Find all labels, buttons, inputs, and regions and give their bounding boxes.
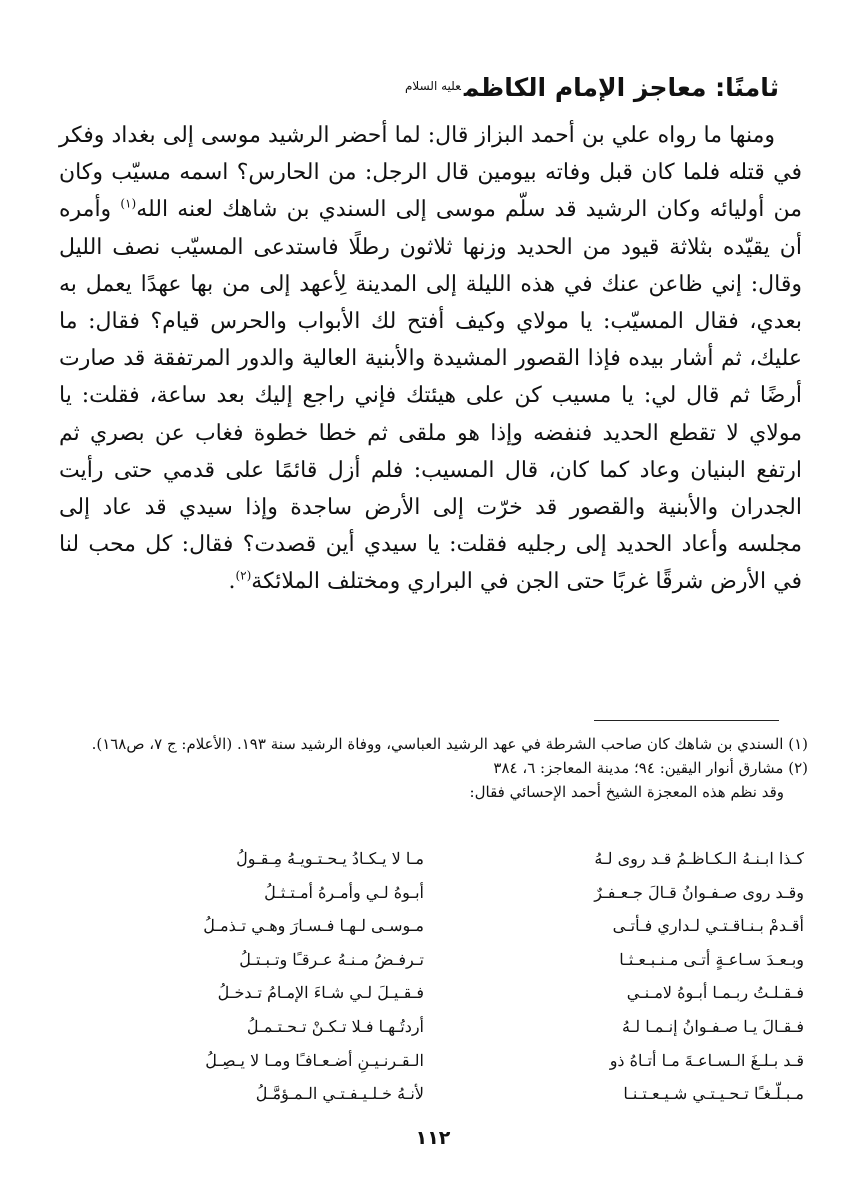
poem-verse: [124, 1077, 804, 1111]
verse-first-hemistich: أقـدمْ بـنـاقـتـي لـداري فـأتـى: [612, 916, 804, 936]
page-number: ١١٢: [415, 1127, 451, 1149]
poem: [124, 842, 804, 1111]
verse-second-hemistich: مـا لا يـكـادُ يـحـتـويـهُ مِـقـولُ: [236, 849, 424, 868]
verse-first-hemistich: وبـعـدَ سـاعـةٍ أتـى مـنـبـعـثـا: [619, 949, 804, 969]
poem-verse: [124, 909, 804, 943]
narration-paragraph: [59, 117, 802, 601]
poem-verse: [124, 1044, 804, 1078]
poem-verse: [124, 1010, 804, 1044]
paragraph-part-2: وأمره أن يقيّده بثلاثة قيود من الحديد وزنها ثلاثون رطلًا فاستدعى المسيّب نصف الليل وقال: إني ظاعن عنك في هذه الليلة إلى المدينة لِأعهد إلى من بها عهدًا يعمل به بعدي، فقال المسيّب: يا مولاي وكيف أفتح لك الأبواب والحرس قيام؟ فقال: ما عليك، ثم أشار بيده فإذا القصور المشيدة والأبنية العالية والدور المرتفقة قد صارت أرضًا ثم قال لي: يا مسيب كن على هيئتك فإني راجع إليك بعد ساعة، فقلت: يا مولاي لا تقطع الحديد فنفضه وإذا هو ملقى ثم خطا خطوة فغاب عن بصري ثم ارتفع البنيان وعاد كما كان، قال المسيب: فلم أزل قائمًا على قدمي حتى رأيت الجدران والأبنية والقصور قد خرّت إلى الأرض ساجدة وإذا سيدي قد عاد إلى مجلسه وأعاد الحديد إلى رجليه فقلت: يا سيدي أين قصدت؟ فقال: كل محب لنا في الأرض شرقًا غربًا حتى الجن في البراري ومختلف الملائكة: [59, 197, 802, 595]
footnote-ref-2[interactable]: (٢): [235, 569, 252, 584]
section-heading: [79, 66, 779, 108]
poem-verse: [124, 943, 804, 977]
verse-first-hemistich: فـقـالَ يـا صـفـوانُ إنـمـا لـهُ: [621, 1016, 804, 1036]
verse-second-hemistich: مـوسـى لـهـا فـسـارَ وهـي تـذمـلُ: [203, 916, 424, 936]
main-paragraph: [59, 117, 802, 601]
verse-second-hemistich: أبـوهُ لـي وأمـرهُ أمـتـثـلُ: [264, 882, 424, 902]
verse-first-hemistich: قـد بـلـغَ الـسـاعـةَ مـا أتـاهُ ذو: [609, 1050, 804, 1070]
verse-second-hemistich: أردتُـهـا فـلا تـكـنْ تـحـتـمـلُ: [246, 1016, 424, 1036]
verse-second-hemistich: لأنـهُ خـلـيـفـتـي الـمـؤمَّـلُ: [255, 1084, 424, 1104]
footnote-2: (٢) مشارق أنوار اليقين: ٩٤؛ مدينة المعاجز: ٦، ٣٨٤: [493, 759, 808, 777]
poem-intro: وقد نظم هذه المعجزة الشيخ أحمد الإحسائي فقال:: [469, 783, 784, 801]
verse-second-hemistich: تـرفـضُ مـنـهُ عـرقـًا وتـبـتـلُ: [239, 949, 424, 969]
poem-verse: [124, 876, 804, 910]
verse-second-hemistich: فـقـيـلَ لـي شـاءَ الإمـامُ تـدخـلُ: [217, 983, 424, 1003]
honorific-symbol: عليه السلام: [405, 79, 461, 93]
verse-first-hemistich: مـبـلّـغـًا تـحـيـتـي شـيـعـتـنـا: [623, 1084, 804, 1104]
verse-first-hemistich: كـذا ابـنـهُ الـكـاظـمُ قـد روى لـهُ: [594, 849, 804, 868]
verse-first-hemistich: فـقـلـتُ ربـمـا أبـوهُ لامـنـي: [626, 983, 804, 1003]
footnotes: [53, 732, 808, 804]
paragraph-part-3: .: [228, 569, 236, 595]
footnote-divider: [594, 720, 779, 721]
footnote-ref-1[interactable]: (١): [120, 197, 137, 212]
footnote-1: (١) السندي بن شاهك كان صاحب الشرطة في عهد الرشيد العباسي، ووفاة الرشيد سنة ١٩٣. (الأعلام: ج ٧، ص١٦٨).: [91, 735, 808, 753]
verse-first-hemistich: وقـد روى صـفـوانُ قـالَ جـعـفـرٌ: [594, 882, 804, 902]
paragraph-part-1: ومنها ما رواه علي بن أحمد البزاز قال: لما أحضر الرشيد موسى إلى بغداد وفكر في قتله فلما كان قبل وفاته بيومين قال الرجل: من الحارس؟ اسمه مسيّب وكان من أوليائه وكان الرشيد قد سلّم موسى إلى السندي بن شاهك لعنه الله: [59, 123, 802, 223]
poem-verse: [124, 976, 804, 1010]
heading-title: ثامنًا: معاجز الإمام الكاظم: [463, 73, 779, 102]
verse-second-hemistich: الـقـرنـيـنِ أضـعـافـًا ومـا لا يـصِـلُ: [205, 1050, 424, 1070]
poem-verse: [124, 842, 804, 876]
